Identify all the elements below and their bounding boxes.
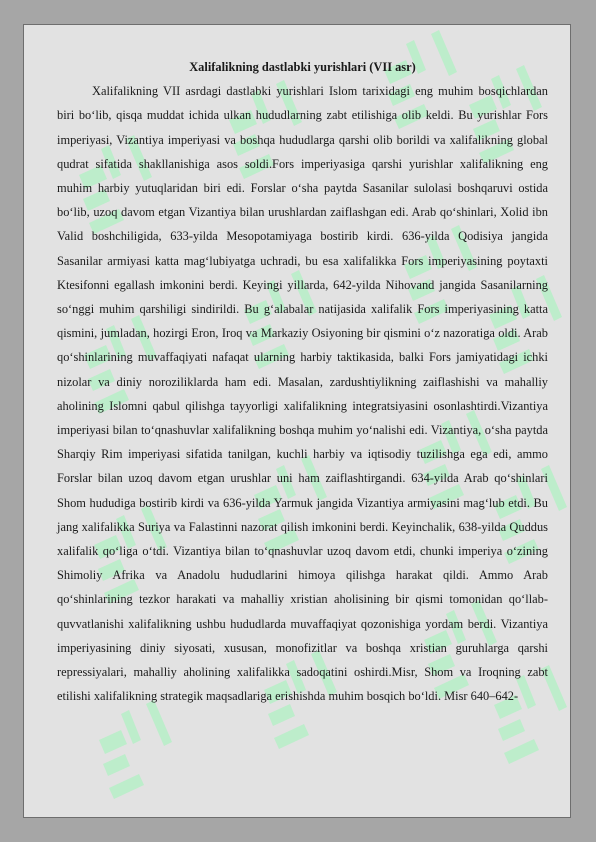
document-body-paragraph: Xalifalikning VII asrdagi dastlabki yurishlari Islom tarixidagi eng muhim bosqichlardan biri bo‘lib, qisqa muddat ichida ulkan hududlarning zabt etilishiga olib keldi. Bu yurishlar Fors imperiyasi, Vizantiya imperiyasi va boshqa hududlarga qarshi olib borildi va xalifalikning global qudrat sifatida shakllanishiga asos soldi.Fors imperiyasiga qarshi yurishlar xalifalikning eng muhim harbiy yutuqlaridan biri edi. Forslar o‘sha paytda Sasanilar sulolasi boshqaruvi ostida bo‘lib, uzoq davom etgan Vizantiya bilan urushlardan zaiflashgan edi. Arab qo‘shinlari, Xolid ibn Valid boshchiligida, 633-yilda Mesopotamiyaga bostirib kirdi. 636-yilda Qodisiya jangida Sasanilar armiyasi katta mag‘lubiyatga uchradi, bu esa xalifalikka Fors imperiyasining poytaxti Ktesifonni egallash imkonini berdi. Keyingi yillarda, 642-yilda Nihovand jangida Sasanilarning so‘nggi muhim qarshiligi sindirildi. Bu g‘alabalar natijasida xalifalik Fors imperiyasining katta qismini, jumladan, hozirgi Eron, Iroq va Markaziy Osiyoning bir qismini o‘z nazoratiga oldi. Arab qo‘shinlarining muvaffaqiyati nafaqat ularning harbiy taktikasida, balki Fors jamiyatidagi ichki nizolar va diniy noroziliklarda ham edi. Masalan, zardushtiylikning zaiflashishi va mahalliy aholining Islomni qabul qilishga tayyorligi xalifalikning integratsiyasini osonlashtirdi.Vizantiya imperiyasi bilan to‘qnashuvlar xalifalikning boshqa muhim yo‘nalishi edi. Vizantiya, o‘sha paytda Sharqiy Rim imperiyasi sifatida tanilgan, kuchli harbiy va iqtisodiy tuzilishga ega edi, ammo Forslar bilan uzoq davom etgan urushlar uni ham zaiflashtirgandi. 634-yilda Arab qo‘shinlari Shom hududiga bostirib kirdi va 636-yilda Yarmuk jangida Vizantiya armiyasini mag‘lub etdi. Bu jang xalifalikka Suriya va Falastinni nazorat qilish imkonini berdi. Keyinchalik, 638-yilda Quddus xalifalik qo‘liga o‘tdi. Vizantiya bilan to‘qnashuvlar uzoq davom etdi, chunki imperiya o‘zining Shimoliy Afrika va Anadolu hududlarini himoya qilishga harakat qildi. Ammo Arab qo‘shinlarining tezkor harakati va mahalliy xristian aholisining bir qismi tomonidan qo‘llab-quvvatlanishi xalifalikning ushbu hududlarda muvaffaqiyat qozonishiga yordam berdi. Vizantiya imperiyasining diniy siyosati, xususan, monofizitlar va boshqa xristian guruhlarga qarshi repressiyalari, mahalliy aholining xalifalikka sadoqatini oshirdi.Misr, Shom va Iroqning zabt etilishi xalifalikning strategik maqsadlariga erishishda muhim bosqich bo‘ldi. Misr 640–642- [57, 84, 548, 704]
document-page [23, 24, 571, 818]
document-content [57, 55, 548, 708]
document-title: Xalifalikning dastlabki yurishlari (VII asr) [189, 60, 416, 74]
